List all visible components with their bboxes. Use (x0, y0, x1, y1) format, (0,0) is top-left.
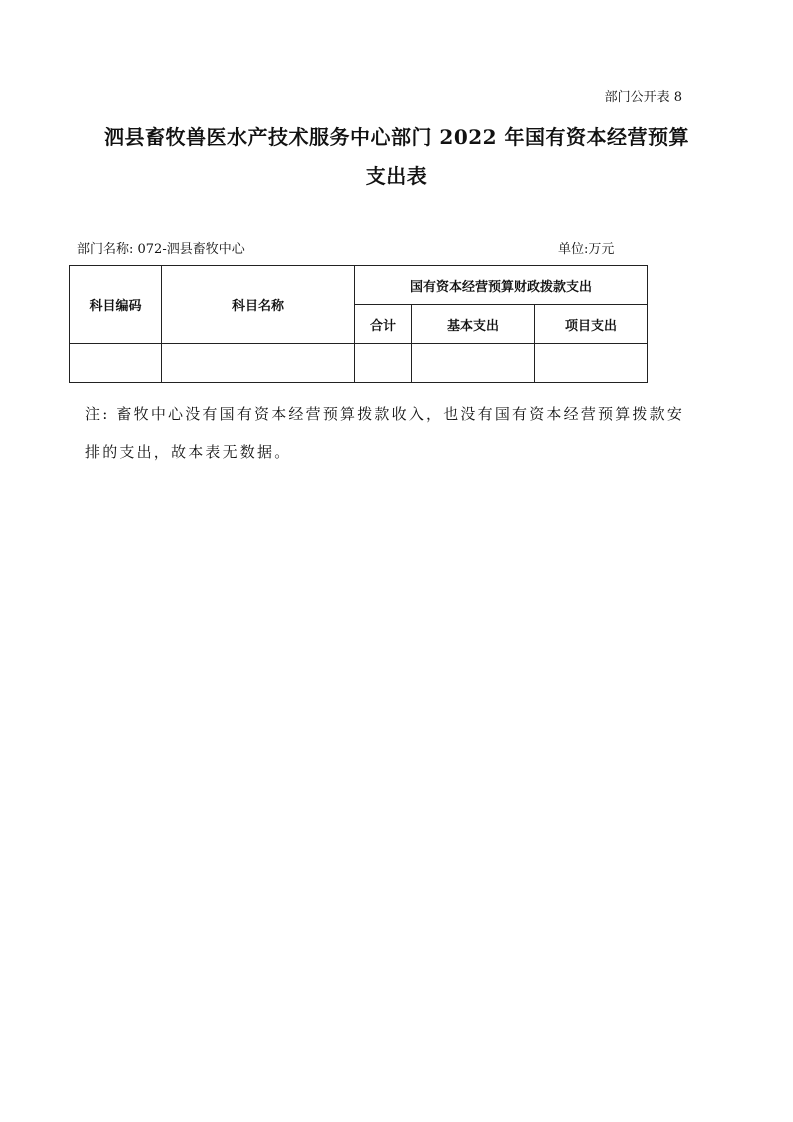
header-total: 合计 (355, 305, 412, 344)
page-title-line1: 泗县畜牧兽医水产技术服务中心部门 2022 年国有资本经营预算 (103, 125, 690, 149)
header-basic: 基本支出 (412, 305, 535, 344)
cell-total (355, 344, 412, 383)
doc-code: 部门公开表 8 (604, 90, 682, 105)
header-name: 科目名称 (162, 266, 355, 344)
cell-project (535, 344, 648, 383)
header-group: 国有资本经营预算财政拨款支出 (355, 266, 648, 305)
header-code: 科目编码 (70, 266, 162, 344)
cell-name (162, 344, 355, 383)
cell-code (70, 344, 162, 383)
note-text: 注: 畜牧中心没有国有资本经营预算拨款收入，也没有国有资本经营预算拨款安排的支出，故本表无数据。 (85, 405, 685, 461)
expense-table (69, 265, 648, 383)
page-title-line2: 支出表 (365, 164, 428, 188)
table-row (70, 344, 648, 383)
header-row-1 (70, 266, 648, 305)
cell-basic (412, 344, 535, 383)
header-project: 项目支出 (535, 305, 648, 344)
unit-label: 单位:万元 (558, 242, 615, 257)
dept-label: 部门名称: 072-泗县畜牧中心 (77, 242, 245, 257)
